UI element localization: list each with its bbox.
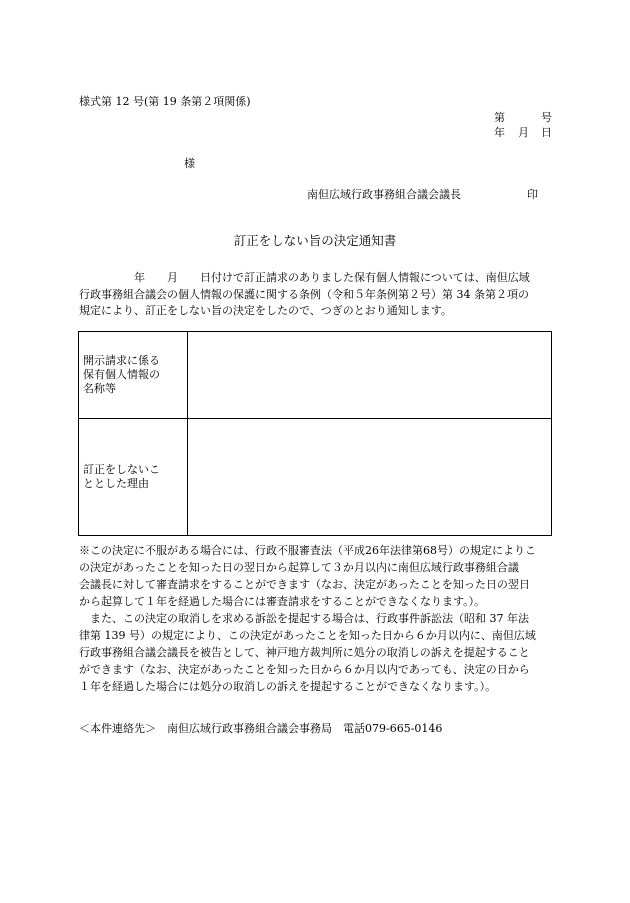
note-line: 会議長に対して審査請求をすることができます（なお、決定があったことを知った日の翌日 [79,578,530,591]
date-year-label: 年 [494,126,505,139]
notes-section [79,542,553,695]
note-line: の決定があったことを知った日の翌日から起算して３か月以内に南但広域行政事務組合議 [79,561,519,574]
intro-line: 規定により、訂正をしない旨の決定をしたので、つぎのとおり通知します。 [79,304,452,317]
note-line: 行政事務組合議会議長を被告として、神戸地方裁判所に処分の取消しの訴えを提起すること [79,646,530,659]
form-number: 様式第 12 号(第 19 条第２項関係) [79,95,251,108]
contact-info: ＜本件連絡先＞ 南但広域行政事務組合議会事務局 電話079-665-0146 [79,722,443,735]
note-line: 律第 139 号）の規定により、この決定があったことを知った日から６か月以内に、南但広域 [79,629,536,642]
document-number-suffix: 号 [541,111,552,124]
date-day-label: 日 [541,126,552,139]
note-line: １年を経過した場合には処分の取消しの訴えを提起することができなくなります。）。 [79,680,497,693]
note-line: から起算して１年を経過した場合には審査請求をすることができなくなります。）。 [79,595,486,608]
intro-line: 行政事務組合議会の個人情報の保護に関する条例（令和５年条例第２号）第 34 条第２項の [79,287,529,301]
info-name-label: 開示請求に係る 保有個人情報の 名称等 [79,332,188,419]
seal-mark: 印 [527,188,538,201]
document-title: 訂正をしない旨の決定通知書 [233,233,397,248]
intro-line: 年 月 日付けで訂正請求のありました保有個人情報については、南但広域 [79,271,530,284]
decision-table [78,331,552,536]
table-row [79,332,552,419]
addressee-honorific: 様 [184,157,195,170]
document-number-label: 第 [494,111,505,124]
intro-paragraph [79,270,551,320]
table-row [79,419,552,536]
reason-field[interactable] [188,419,552,536]
issuer-name: 南但広域行政事務組合議会議長 [307,188,461,201]
note-line: また、この決定の取消しを求める訴訟を提起する場合は、行政事件訴訟法（昭和 37 年法 [79,612,529,625]
info-name-field[interactable] [188,332,552,419]
note-line: ※この決定に不服がある場合には、行政不服審査法（平成26年法律第68号）の規定によりこ [79,544,536,557]
date-month-label: 月 [518,126,529,139]
note-line: ができます（なお、決定があったことを知った日から６か月以内であっても、決定の日から [79,663,530,676]
reason-label: 訂正をしないこ ととした理由 [79,419,188,536]
